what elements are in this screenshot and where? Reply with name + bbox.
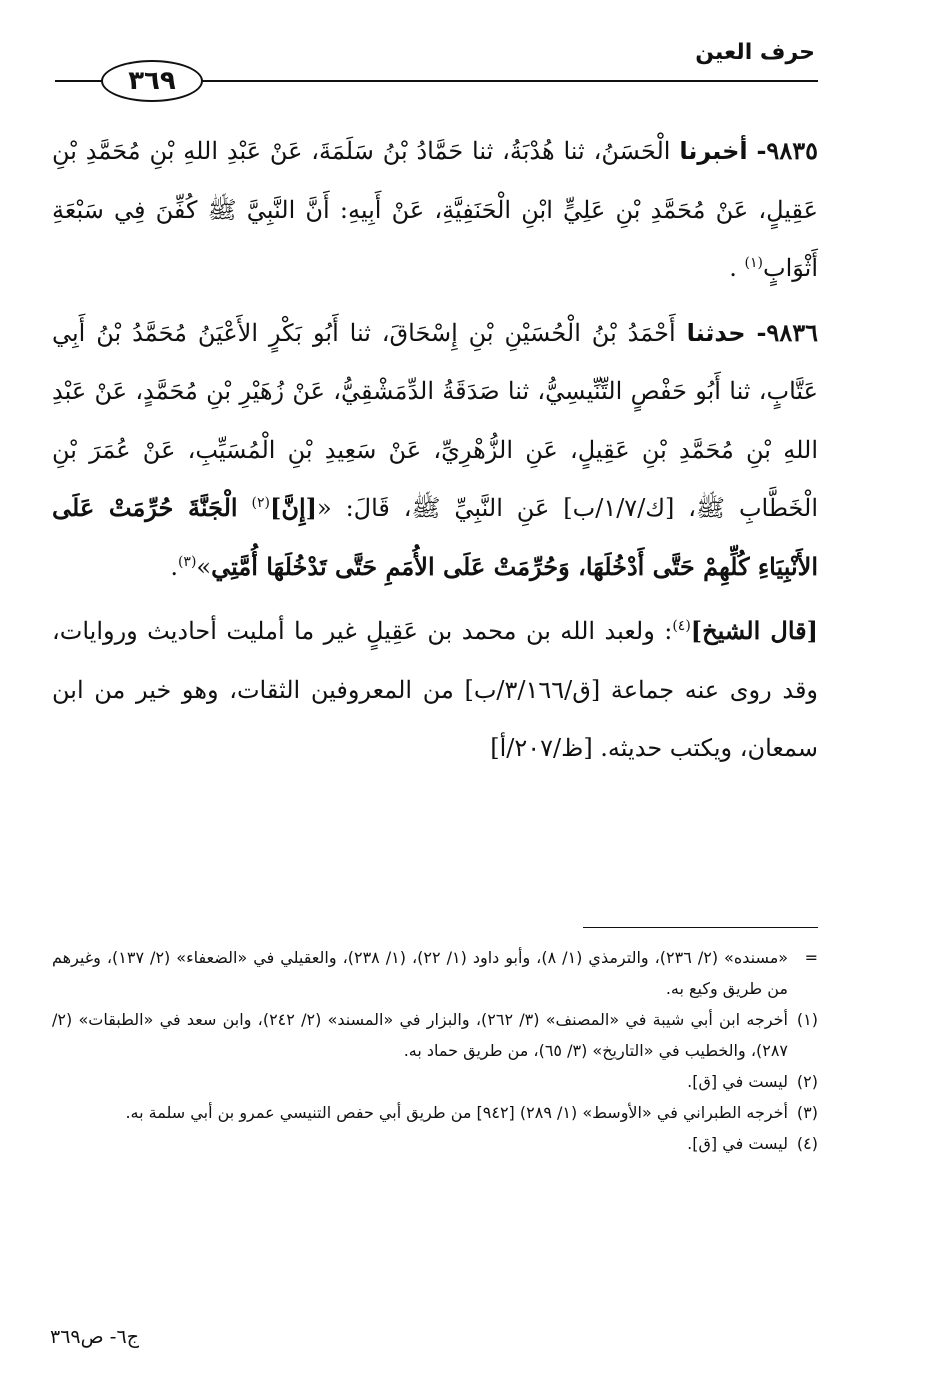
main-text	[52, 122, 818, 778]
sheikh-note	[52, 602, 818, 778]
footnote-ref: (٢)	[251, 495, 270, 511]
entry-end: .	[729, 254, 737, 282]
footnote-item	[52, 942, 818, 1004]
entry-number: ٩٨٣٦-	[756, 317, 818, 347]
page-number: ٣٦٩	[101, 60, 203, 102]
footnote-item	[52, 1097, 818, 1128]
entry-text: أَحْمَدُ بْنُ الْحُسَيْنِ بْنِ إِسْحَاقَ، ثنا أَبُو بَكْرٍ الأَعْيَنُ مُحَمَّدُ بْنُ أَبِي عَتَّابٍ، ثنا أَبُو حَفْصٍ التِّنِّيسِيُّ، ثنا صَدَقَةُ الدِّمَشْقِيُّ، عَنْ زُهَيْرِ بْنِ مُحَمَّدٍ، عَنْ عَبْدِ اللهِ بْنِ مُحَمَّدِ بْنِ عَقِيلٍ، عَنِ الزُّهْرِيِّ، عَنْ سَعِيدِ بْنِ الْمُسَيِّبِ، عَنْ عُمَرَ بْنِ الْخَطَّابِ ﷺ، [ك/١/٧/ب] عَنِ النَّبِيِّ ﷺ، قَالَ:	[52, 318, 819, 522]
footnotes	[52, 942, 818, 1159]
sheikh-note-text: : ولعبد الله بن محمد بن عَقِيلٍ غير ما أمليت أحاديث وروايات، وقد روى عنه جماعة [ق/٣/١٦٦/ب] من المعروفين الثقات، وهو خير من ابن سمعان، ويكتب حديثه. [ظ/٢٠٧/أ]	[52, 617, 819, 762]
footnote-ref: (٤)	[672, 618, 691, 634]
footnote-marker: (٢)	[796, 1072, 818, 1091]
footnote-ref: (١)	[744, 255, 763, 271]
footnote-ref: (٣)	[177, 553, 197, 570]
entry-lead-word: حدثنا	[686, 318, 746, 347]
footnote-marker: (١)	[796, 1010, 818, 1029]
entry-lead-word: أخبرنا	[679, 137, 748, 165]
footnote-text: أخرجه ابن أبي شيبة في «المصنف» (٣/ ٢٦٢)، والبزار في «المسند» (٢/ ٢٤٢)، وابن سعد في «الطبقات» (٢/ ٢٨٧)، والخطيب في «التاريخ» (٣/ ٦٥)، من طريق حماد به.	[52, 1010, 788, 1060]
volume-page-reference: ج٦- ص٣٦٩	[50, 1326, 139, 1348]
hadith-entry-9835	[52, 122, 818, 298]
footnote-marker: =	[804, 948, 818, 967]
footnote-marker: (٤)	[796, 1134, 818, 1153]
footnote-item	[52, 1066, 818, 1097]
sheikh-label: [قال الشيخ]	[690, 616, 818, 645]
running-title: حرف العين	[695, 40, 815, 65]
footnote-text: ليست في [ق].	[687, 1134, 788, 1153]
footnote-item	[52, 1128, 818, 1159]
hadith-entry-9836	[52, 304, 818, 597]
footnote-text: «مسنده» (٢/ ٢٣٦)، والترمذي (١/ ٨)، وأبو داود (١/ ٢٢)، (١/ ٢٣٨)، والعقيلي في «الضعفاء» (٢/ ١٣٧)، وغيرهم من طريق وكيع به.	[52, 948, 789, 998]
footnote-rule	[583, 927, 818, 928]
quote-close: »	[196, 552, 212, 581]
footnote-text: ليست في [ق].	[687, 1072, 788, 1091]
footnote-marker: (٣)	[796, 1103, 818, 1122]
entry-text: الْحَسَنُ، ثنا هُدْبَةُ، ثنا حَمَّادُ بْنُ سَلَمَةَ، عَنْ عَبْدِ اللهِ بْنِ مُحَمَّدِ بْنِ عَقِيلٍ، عَنْ مُحَمَّدِ بْنِ عَلِيٍّ ابْنِ الْحَنَفِيَّةِ، عَنْ أَبِيهِ: أَنَّ النَّبِيَّ ﷺ كُفِّنَ فِي سَبْعَةِ أَثْوَابٍ	[52, 137, 818, 282]
quote-open: «	[316, 494, 332, 522]
entry-end: .	[170, 552, 178, 581]
footnote-text: أخرجه الطبراني في «الأوسط» (١/ ٢٨٩) [٩٤٢] من طريق أبي حفص التنيسي عمرو بن أبي سلمة به.	[125, 1103, 788, 1122]
quote-bracket: [إِنَّ]	[269, 493, 317, 522]
hadith-quote-text: الْجَنَّةَ حُرِّمَتْ عَلَى الأَنْبِيَاءِ كُلِّهِمْ حَتَّى أَدْخُلَهَا، وَحُرِّمَتْ عَلَى الأُمَمِ حَتَّى تَدْخُلَهَا أُمَّتِي	[52, 493, 818, 581]
entry-number: ٩٨٣٥-	[756, 136, 818, 165]
footnote-item	[52, 1004, 818, 1066]
